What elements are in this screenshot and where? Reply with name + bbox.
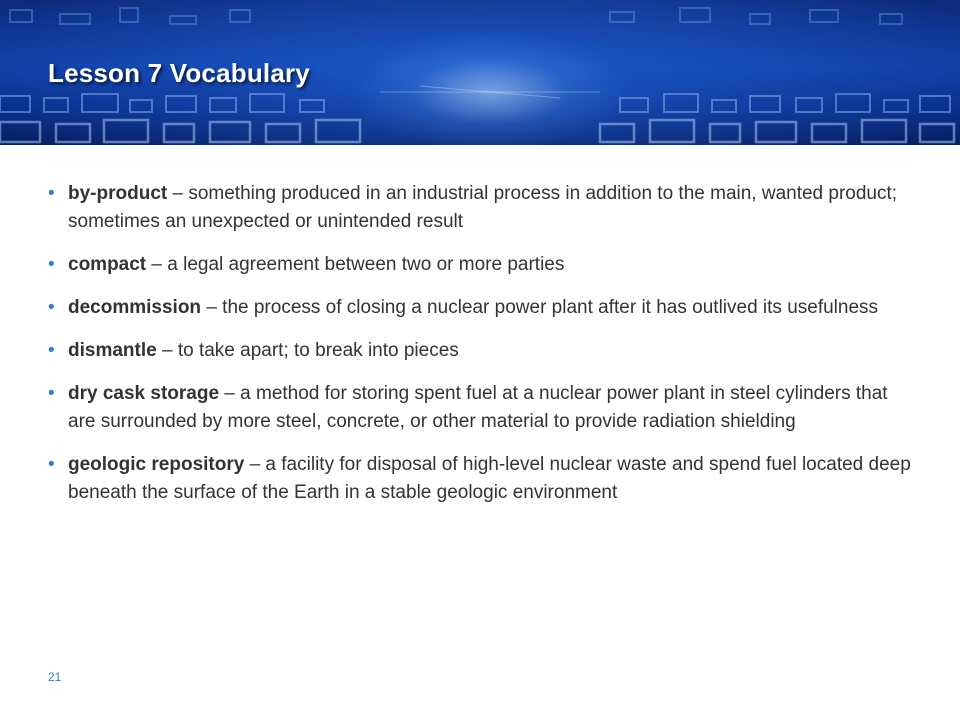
- bullet-icon: •: [48, 340, 55, 361]
- vocab-item: [48, 451, 920, 507]
- vocab-definition: – a legal agreement between two or more parties: [146, 254, 565, 275]
- bullet-icon: •: [48, 383, 55, 404]
- vocab-term: dry cask storage: [68, 383, 220, 404]
- vocab-definition: – the process of closing a nuclear power plant after it has outlived its usefulness: [201, 297, 879, 318]
- vocab-term: dismantle: [68, 340, 157, 361]
- vocab-item: [48, 294, 920, 322]
- bullet-icon: •: [48, 254, 55, 275]
- vocab-definition: – a facility for disposal of high-level nuclear waste and spend fuel located deep beneath the surface of the Earth in a stable geologic environment: [68, 454, 911, 503]
- vocab-term: by-product: [68, 183, 168, 204]
- slide-title: Lesson 7 Vocabulary: [48, 58, 310, 88]
- vocab-term: compact: [68, 254, 147, 275]
- vocab-item: [48, 337, 920, 365]
- vocab-term: decommission: [68, 297, 202, 318]
- vocab-definition: – something produced in an industrial process in addition to the main, wanted product; sometimes an unexpected or unintended result: [68, 183, 898, 232]
- vocab-definition: – a method for storing spent fuel at a nuclear power plant in steel cylinders that are surrounded by more steel, concrete, or other material to provide radiation shielding: [68, 383, 888, 432]
- vocab-item: [48, 380, 920, 436]
- bullet-icon: •: [48, 297, 55, 318]
- bullet-icon: •: [48, 183, 55, 204]
- vocabulary-list: [48, 180, 920, 522]
- header-banner: [0, 0, 960, 145]
- vocab-item: [48, 180, 920, 236]
- bullet-icon: •: [48, 454, 55, 475]
- vocab-term: geologic repository: [68, 454, 245, 475]
- page-number: 21: [48, 670, 62, 684]
- vocab-definition: – to take apart; to break into pieces: [156, 340, 459, 361]
- vocab-item: [48, 251, 920, 279]
